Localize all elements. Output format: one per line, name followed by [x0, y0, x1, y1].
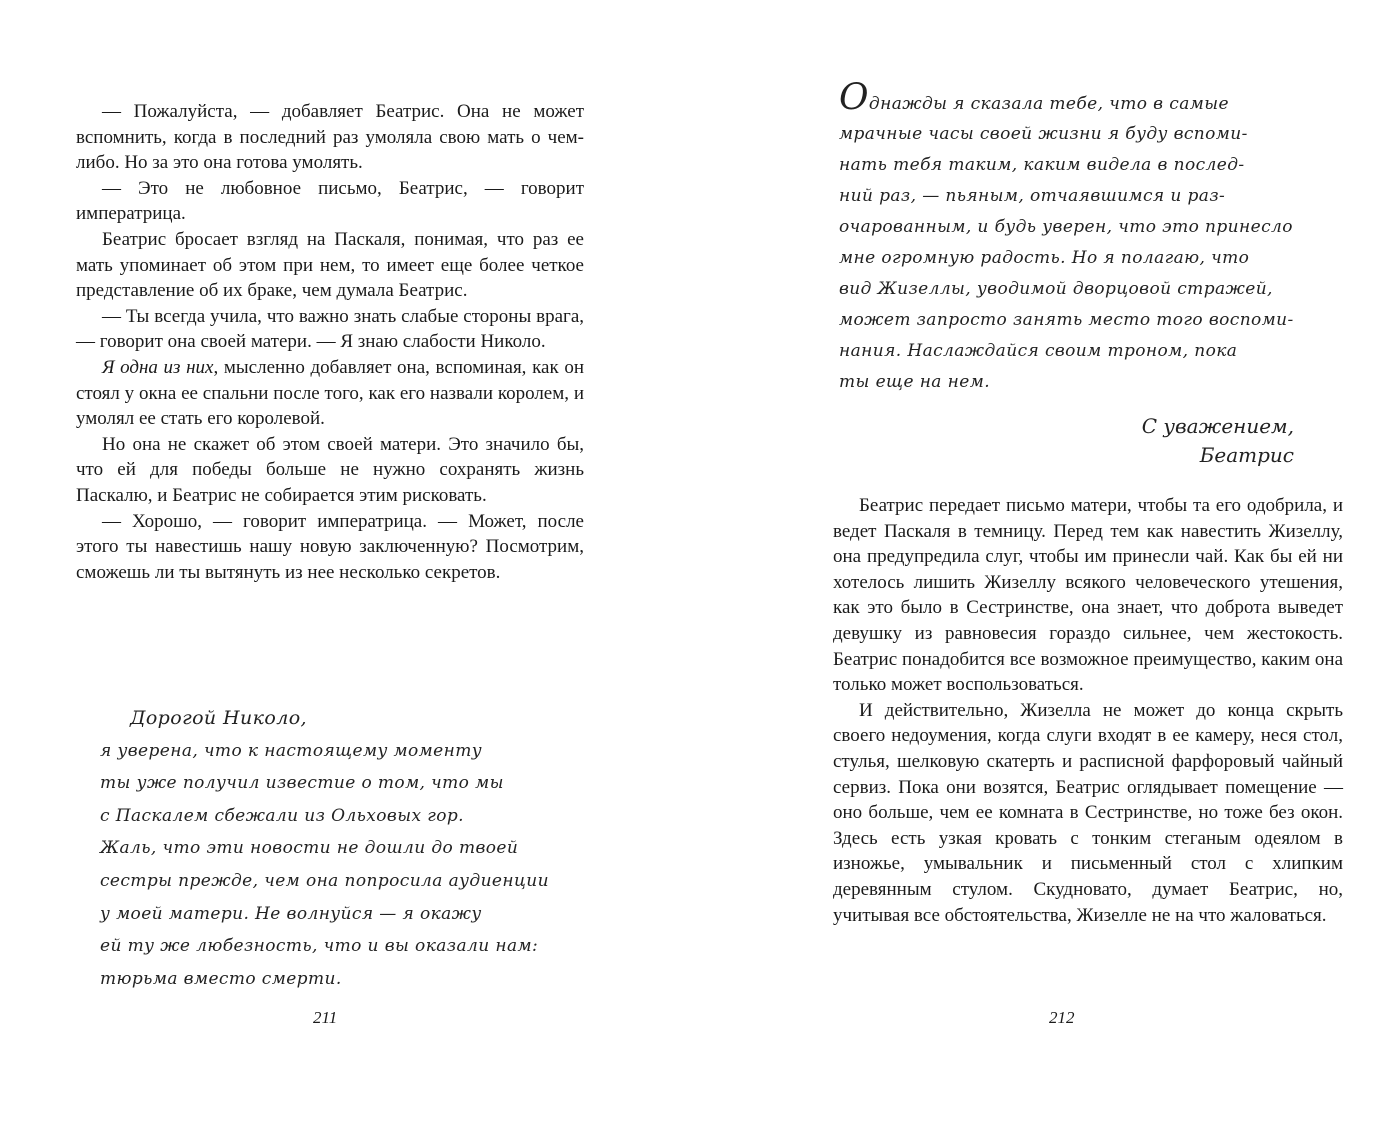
left-body-text	[76, 99, 584, 585]
paragraph: — Пожалуйста, — добавляет Беатрис. Она не может вспомнить, когда в последний раз умоляла свою мать о чем-либо. Но за это она готова умолять.	[76, 101, 584, 174]
page-number: 212	[1049, 1008, 1075, 1027]
letter-line: я уверена, что к настоящему моменту	[100, 740, 483, 761]
letter-line: ей ту же любезность, что и вы оказали нам:	[100, 936, 539, 957]
letter-line: ний раз, — пьяным, отчаявшимся и раз-	[839, 186, 1226, 206]
letter-signature: Беатрис	[1199, 443, 1294, 467]
paragraph: — Ты всегда учила, что важно знать слабые стороны врага, — говорит она своей матери. — Я знаю слабости Николо.	[76, 305, 584, 353]
letter-line: ты уже получил известие о том, что мы	[100, 773, 504, 794]
italic-thought: Я одна из них	[102, 356, 214, 378]
paragraph: — Это не любовное письмо, Беатрис, — говорит императрица.	[76, 177, 584, 225]
letter-line: нать тебя таким, каким видела в послед-	[839, 155, 1245, 175]
letter-line: мне огромную радость. Но я полагаю, что	[839, 248, 1250, 268]
letter-line: вид Жизеллы, уводимой дворцовой стражей,	[839, 279, 1273, 299]
letter-greeting: Дорогой Николо,	[130, 707, 307, 729]
letter-line: у моей матери. Не волнуйся — я окажу	[100, 903, 482, 924]
handwritten-letter-continued	[839, 77, 1359, 398]
letter-line	[839, 77, 1359, 119]
drop-cap: О	[839, 77, 869, 118]
paragraph: Беатрис передает письмо матери, чтобы та его одобрила, и ведет Паскаля в темницу. Перед тем как навестить Жизеллу, она предупредила слуг, чтобы им принесли чай. Как бы ей ни хотелось лишить Жизеллу всякого человеческого утешения, как это было в Сестринстве, она знает, что доброта выведет девушку из равновесия гораздо сильнее, чем жестокость. Беатрис понадобится все возможное преимущество, каким она только может воспользоваться.	[833, 495, 1343, 696]
letter-line: очарованным, и будь уверен, что это принесло	[839, 217, 1293, 237]
paragraph	[76, 355, 584, 432]
letter-line: ты еще на нем.	[839, 372, 991, 392]
letter-line: Жаль, что эти новости не дошли до твоей	[100, 838, 519, 859]
letter-closing: С уважением,	[1141, 414, 1294, 438]
paragraph: И действительно, Жизелла не может до конца скрыть своего недоумения, когда слуги входят в ее камеру, неся стол, стулья, шелковую скатерть и расписной фарфоровый чайный сервиз. Пока они возятся, Беатрис оглядывает помещение — оно больше, чем ее комната в Сестринстве, но тоже без окон. Здесь есть узкая кровать с тонким стеганым одеялом в изножье, умывальник и письменный стол с хлипким деревянным стулом. Скудновато, думает Беатрис, но, учитывая все обстоятельства, Жизелле не на что жаловаться.	[833, 699, 1343, 926]
paragraph: Беатрис бросает взгляд на Паскаля, понимая, что раз ее мать упоминает об этом при нем, то имеет еще более четкое представление об их браке, чем думала Беатрис.	[76, 228, 584, 302]
letter-line: может запросто занять место того воспоми-	[839, 310, 1294, 330]
right-body-text	[833, 493, 1343, 928]
letter-line: тюрьма вместо смерти.	[100, 968, 342, 989]
handwritten-letter-nicolo	[100, 702, 570, 995]
letter-line: мрачные часы своей жизни я буду вспоми-	[839, 124, 1248, 144]
letter-line-text: днажды я сказала тебе, что в самые	[868, 94, 1229, 114]
letter-line: с Паскалем сбежали из Ольховых гор.	[100, 805, 464, 826]
paragraph-text: , мысленно добавляет она, вспоминая, как он стоял у окна ее спальни после того, как его назвали королем, и умолял ее стать его королевой.	[76, 356, 584, 430]
letter-line: сестры прежде, чем она попросила аудиенции	[100, 870, 549, 891]
letter-line: нания. Наслаждайся своим троном, пока	[839, 341, 1238, 361]
right-page	[697, 0, 1394, 1125]
page-number: 211	[313, 1008, 338, 1027]
paragraph: — Хорошо, — говорит императрица. — Может, после этого ты навестишь нашу новую заключенную? Посмотрим, сможешь ли ты вытянуть из нее несколько секретов.	[76, 510, 584, 583]
paragraph: Но она не скажет об этом своей матери. Это значило бы, что ей для победы больше не нужно сохранять жизнь Паскалю, и Беатрис не собирается этим рисковать.	[76, 433, 584, 506]
